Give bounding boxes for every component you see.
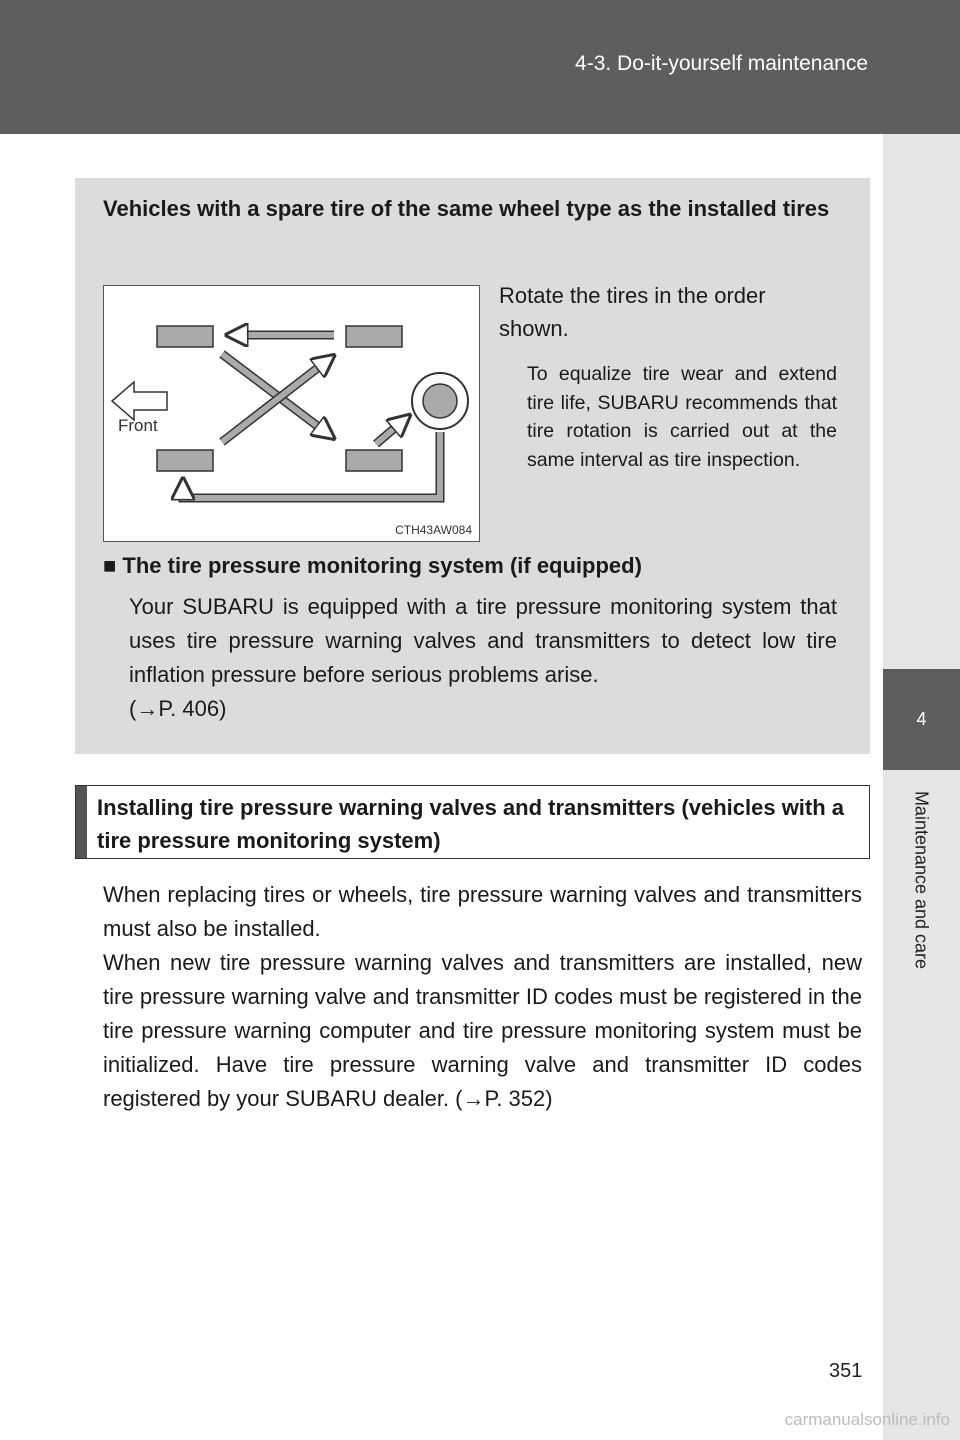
tpms-body-text: Your SUBARU is equipped with a tire pressure monitoring system that uses tire pressure warning valves and transmitters to detect low tire inflation pressure before serious problems arise.: [129, 594, 837, 687]
front-left-tire: [157, 326, 213, 347]
chapter-number: 4: [916, 709, 927, 729]
rotate-line-1: Rotate the tires in the order: [499, 283, 766, 308]
tire-rotation-diagram: [103, 285, 480, 542]
rotation-svg: [104, 286, 479, 541]
tpms-page-ref[interactable]: (→P. 406): [129, 696, 227, 721]
section-title: Installing tire pressure warning valves and transmitters (vehicles with a tire pressure monitoring system): [97, 795, 845, 853]
paragraph-registering: When new tire pressure warning valves and transmitters are installed, new tire pressure warning valve and transmitter ID codes must be registered in the tire pressure warning computer and tire pressure monitoring system must be initialized. Have tire pressure warning valve and transmitter ID codes registered by your SUBARU dealer. (→P. 352): [103, 950, 862, 1111]
rotation-note: To equalize tire wear and extend tire life, SUBARU recommends that tire rotation is carried out at the same interval as tire inspection.: [527, 363, 837, 471]
section-title-bar: [75, 785, 870, 859]
front-direction-arrow: [112, 382, 167, 420]
rear-left-tire: [157, 450, 213, 471]
side-margin-strip: [883, 134, 960, 1440]
front-label: Front: [118, 416, 158, 435]
section-accent: [76, 786, 87, 858]
chapter-tab: [883, 669, 960, 770]
rotate-line-2: shown.: [499, 316, 569, 341]
front-right-tire: [346, 326, 402, 347]
paragraph-replacing: When replacing tires or wheels, tire pressure warning valves and transmitters must also be installed.: [103, 882, 862, 941]
figure-code: CTH43AW084: [395, 523, 472, 537]
page-number: 351: [829, 1360, 863, 1382]
tpms-body: [129, 590, 837, 726]
spare-tire-hub: [423, 384, 457, 418]
box-heading: Vehicles with a spare tire of the same wheel type as the installed tires: [103, 196, 830, 221]
rear-right-tire: [346, 450, 402, 471]
chapter-label: Maintenance and care: [911, 790, 932, 970]
section-header-title: 4-3. Do-it-yourself maintenance: [575, 52, 868, 75]
tpms-heading: ■ The tire pressure monitoring system (if equipped): [103, 553, 642, 578]
watermark: carmanualsonline.info: [784, 1410, 950, 1429]
rotate-instruction: [499, 279, 837, 345]
